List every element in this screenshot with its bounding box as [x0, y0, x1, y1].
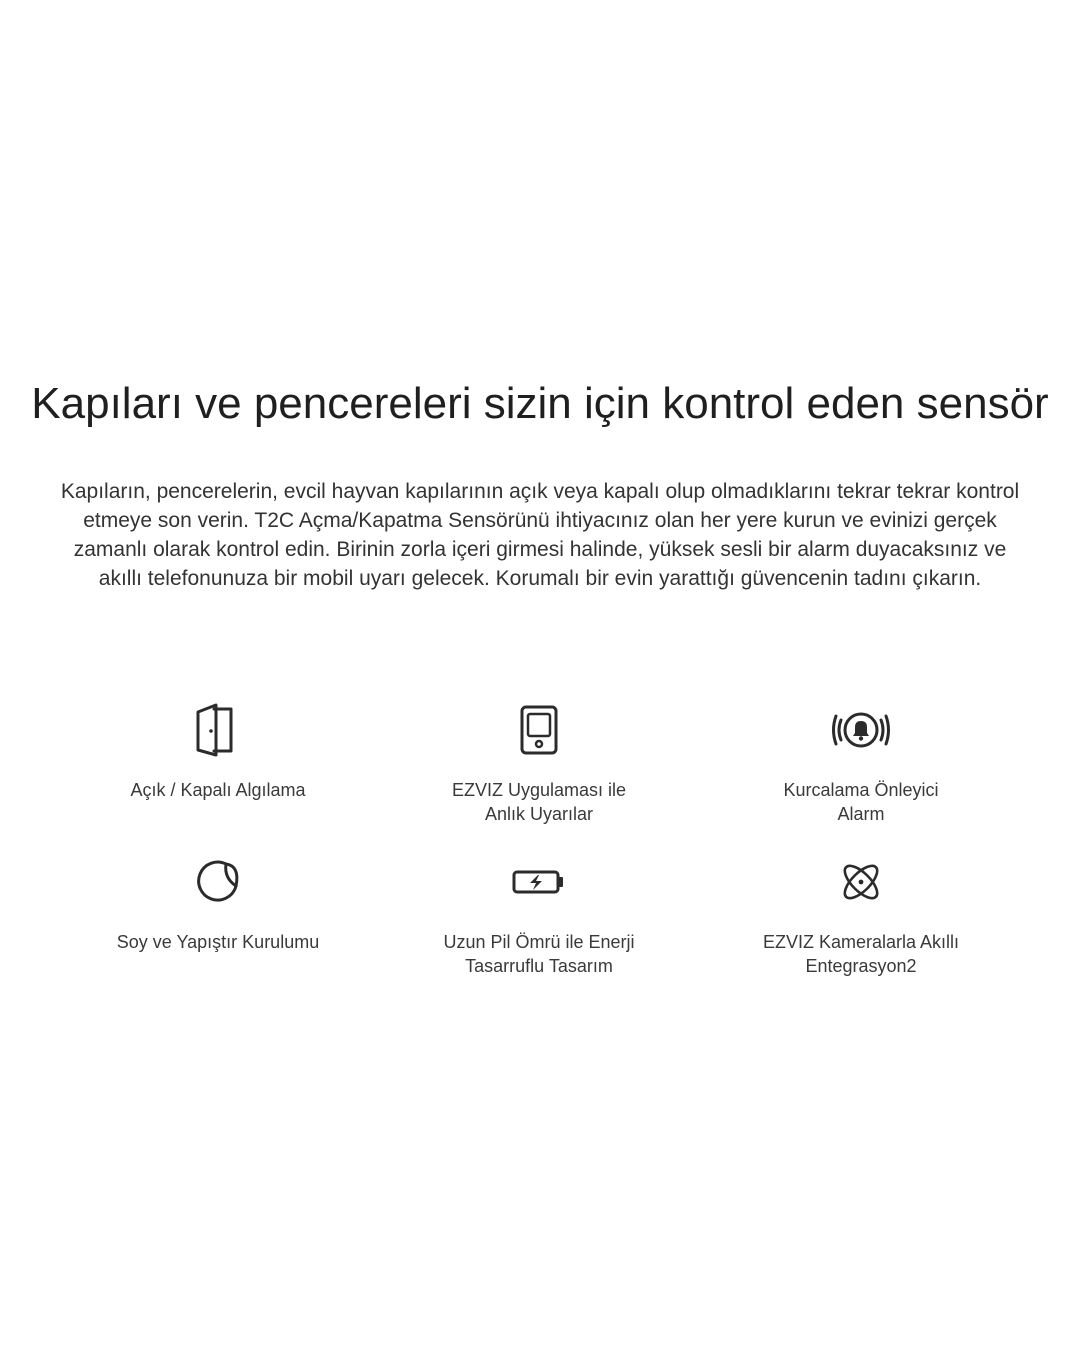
alarm-bell-icon — [831, 700, 891, 760]
feature-peel-and-stick — [58, 852, 378, 1004]
phone-icon — [509, 700, 569, 760]
feature-long-battery-life — [378, 852, 700, 1004]
feature-label: Kurcalama Önleyici Alarm — [783, 780, 939, 824]
feature-label: EZVIZ Kameralarla Akıllı Entegrasyon2 — [762, 932, 960, 976]
feature-instant-alerts — [378, 700, 700, 852]
feature-label: Açık / Kapalı Algılama — [130, 780, 306, 800]
feature-camera-integration — [700, 852, 1022, 1004]
feature-label: Uzun Pil Ömrü ile Enerji Tasarruflu Tasarım — [443, 932, 635, 976]
battery-icon — [509, 852, 569, 912]
page-title: Kapıları ve pencereleri sizin için kontrol eden sensör — [31, 379, 1049, 428]
product-description: Kapıların, pencerelerin, evcil hayvan kapılarının açık veya kapalı olup olmadıklarını tekrar tekrar kontrol etmeye son verin. T2C Açma/Kapatma Sensörünü ihtiyacınız olan her yere kurun ve evinizi gerçek zamanlı olarak kontrol edin. Birinin zorla içeri girmesi halinde, yüksek sesli bir alarm duyacaksınız ve akıllı telefonunuza bir mobil uyarı gelecek. Korumalı bir evin yarattığı güvencenin tadını çıkarın. — [60, 480, 1020, 590]
atom-icon — [831, 852, 891, 912]
door-icon — [188, 700, 248, 760]
feature-open-close-detection — [58, 700, 378, 852]
feature-label: EZVIZ Uygulaması ile Anlık Uyarılar — [451, 780, 627, 824]
feature-tamper-alarm — [700, 700, 1022, 852]
feature-label: Soy ve Yapıştır Kurulumu — [116, 932, 320, 952]
sticker-icon — [188, 852, 248, 912]
feature-grid — [58, 700, 1022, 1004]
